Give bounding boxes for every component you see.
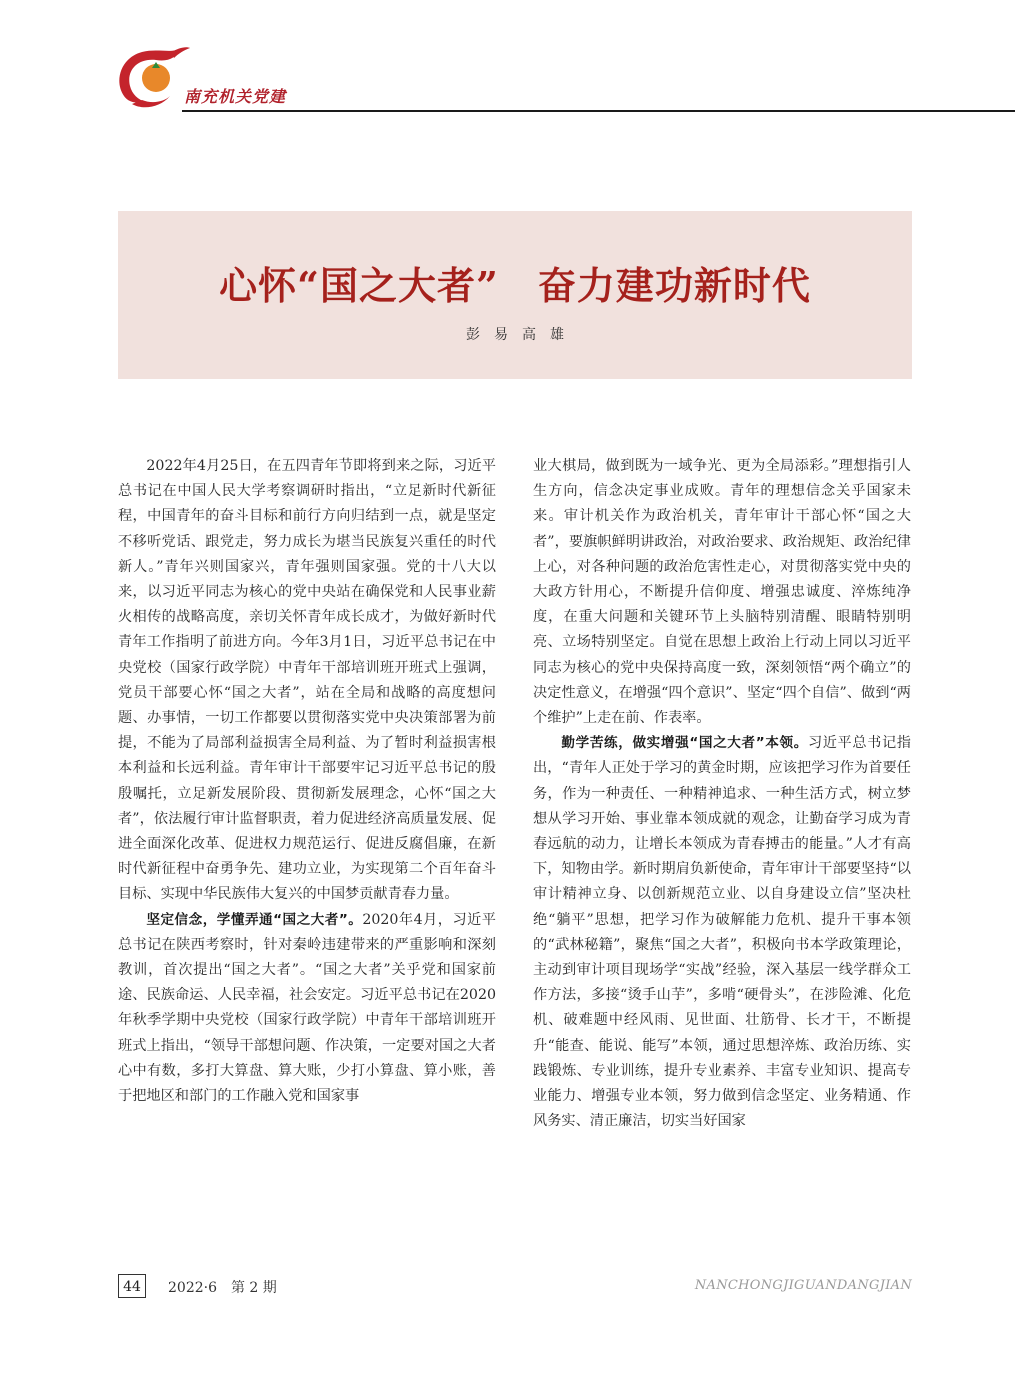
page-number: 44 (118, 1274, 146, 1298)
section-lead: 勤学苦练，做实增强“国之大者”本领。 (561, 735, 808, 752)
paragraph (118, 454, 496, 908)
paragraph-text: 2020年4月，习近平总书记在陕西考察时，针对秦岭违建带来的严重影响和深刻教训，首次提出“国之大者”。“国之大者”关乎党和国家前途、民族命运、人民幸福，社会安定。习近平总书记在2020年秋季学期中央党校（国家行政学院）中青年干部培训班开班式上指出，“领导干部想问题、作决策，一定要对国之大者心中有数，多打大算盘、算大账，少打小算盘、算小账，善于把地区和部门的工作融入党和国家事 (118, 911, 496, 1105)
right-column (533, 454, 911, 1264)
article-author: 彭易高雄 (466, 327, 578, 343)
journal-pinyin-name: NANCHONGJIGUANDANGJIAN (694, 1278, 912, 1293)
paragraph-text: 业大棋局，做到既为一域争光、更为全局添彩。”理想指引人生方向，信念决定事业成败。青年的理想信念关乎国家未来。审计机关作为政治机关，青年审计干部心怀“国之大者”，要旗帜鲜明讲政治，对政治要求、政治规矩、政治纪律上心，对各种问题的政治危害性走心，对贯彻落实党中央的大政方针用心，不断提升信仰度、增强忠诚度、淬炼纯净度，在重大问题和关键环节上头脑特别清醒、眼睛特别明亮、立场特别坚定。自觉在思想上政治上行动上同以习近平同志为核心的党中央保持高度一致，深刻领悟“两个确立”的决定性意义，在增强“四个意识”、坚定“四个自信”、做到“两个维护”上走在前、作表率。 (533, 458, 911, 727)
page-header (0, 0, 1015, 120)
header-divider (182, 110, 1015, 112)
paragraph (533, 731, 911, 1134)
journal-logo-icon (112, 44, 192, 114)
paragraph-text: 2022年4月25日，在五四青年节即将到来之际，习近平总书记在中国人民大学考察调研时指出，“立足新时代新征程，中国青年的奋斗目标和前行方向归结到一点，就是坚定不移听党话、跟党走，努力成长为堪当民族复兴重任的时代新人。”青年兴则国家兴，青年强则国家强。党的十八大以来，以习近平同志为核心的党中央站在确保党和人民事业薪火相传的战略高度，亲切关怀青年成长成才，为做好新时代青年工作指明了前进方向。今年3月1日，习近平总书记在中央党校（国家行政学院）中青年干部培训班开班式上强调，党员干部要心怀“国之大者”，站在全局和战略的高度想问题、办事情，一切工作都要以贯彻落实党中央决策部署为前提，不能为了局部利益损害全局利益、为了暂时利益损害根本利益和长远利益。青年审计干部要牢记习近平总书记的殷殷嘱托，立足新发展阶段、贯彻新发展理念，心怀“国之大者”，依法履行审计监督职责，着力促进经济高质量发展、促进全面深化改革、促进权力规范运行、促进反腐倡廉，在新时代新征程中奋勇争先、建功立业，为实现第二个百年奋斗目标、实现中华民族伟大复兴的中国梦贡献青春力量。 (118, 458, 496, 903)
issue-label: 2022·6 第 2 期 (168, 1280, 277, 1296)
left-column (118, 454, 496, 1264)
section-lead: 坚定信念，学懂弄通“国之大者”。 (146, 911, 363, 928)
title-banner (118, 211, 912, 379)
paragraph (118, 908, 496, 1110)
paragraph-text: 习近平总书记指出，“青年人正处于学习的黄金时期，应该把学习作为首要任务，作为一种责任、一种精神追求、一种生活方式，树立梦想从学习开始、事业靠本领成就的观念，让勤奋学习成为青春远航的动力，让增长本领成为青春搏击的能量。”人才有高下，知物由学。新时期肩负新使命，青年审计干部要坚持“以审计精神立身、以创新规范立业、以自身建设立信”坚决杜绝“躺平”思想，把学习作为破解能力危机、提升干事本领的“武林秘籍”，聚焦“国之大者”，积极向书本学政策理论，主动到审计项目现场学“实战”经验，深入基层一线学群众工作方法，多接“烫手山芋”，多啃“硬骨头”，在涉险滩、化危机、破难题中经风雨、见世面、壮筋骨、长才干，不断提升“能查、能说、能写”本领，通过思想淬炼、政治历练、实践锻炼、专业训练，提升专业素养、丰富专业知识、提高专业能力、增强专业本领，努力做到信念坚定、业务精通、作风务实、清正廉洁，切实当好国家 (533, 735, 911, 1130)
paragraph (533, 454, 911, 731)
journal-brand-name: 南充机关党建 (184, 87, 287, 106)
article-title: 心怀“国之大者” 奋力建功新时代 (219, 263, 811, 308)
